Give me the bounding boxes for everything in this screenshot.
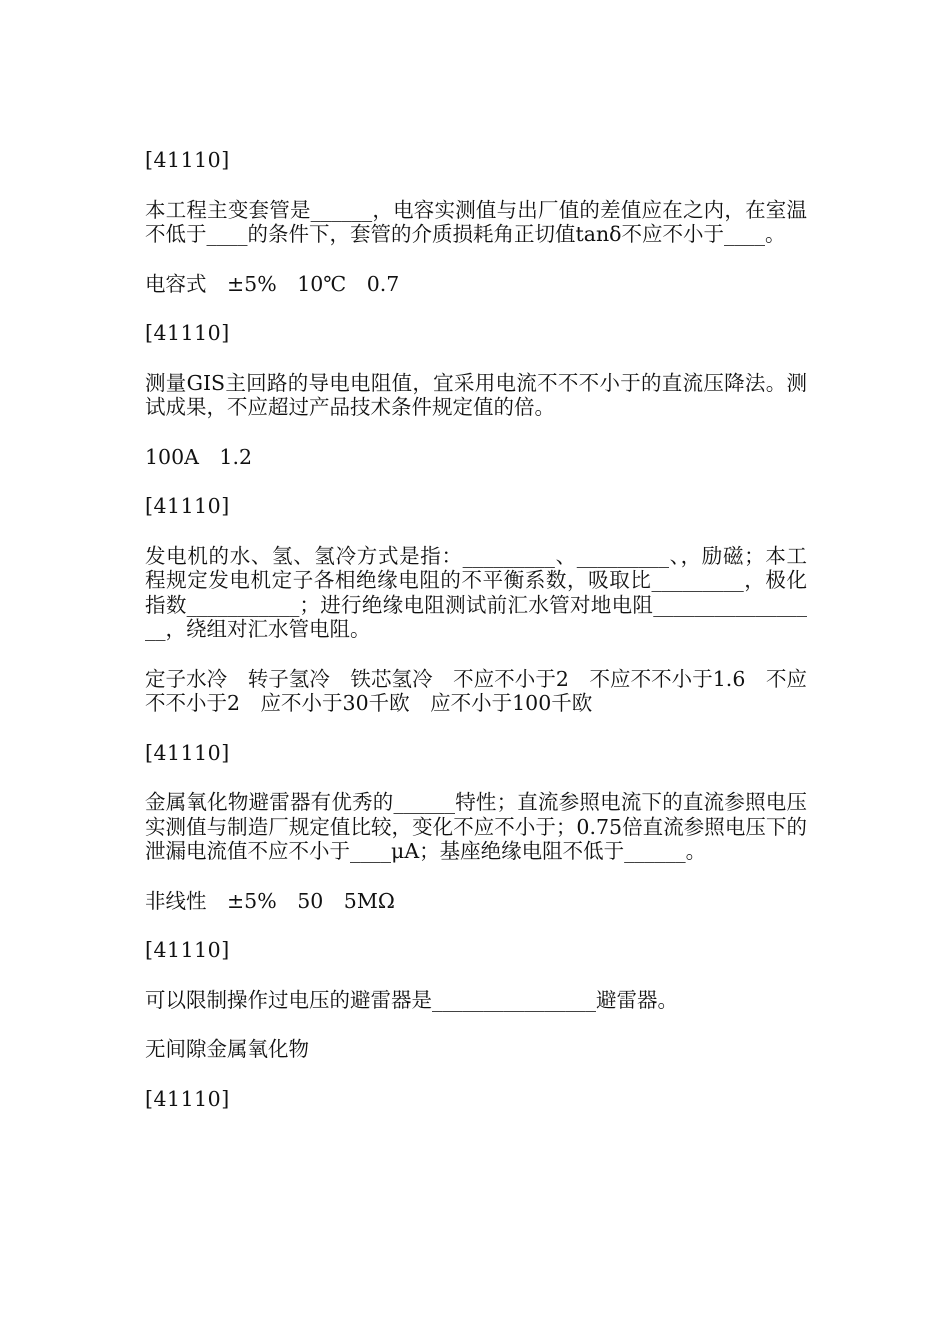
question-text: 可以限制操作过电压的避雷器是________________避雷器。 bbox=[145, 987, 678, 1012]
question-code: [41110] bbox=[145, 740, 230, 765]
question-text: 本工程主变套管是______，电容实测值与出厂值的差值应在之内，在室温不低于____的条件下，套管的介质损耗角正切值tanδ不应不小于____。 bbox=[145, 197, 807, 246]
answer-text: 无间隙金属氧化物 bbox=[145, 1037, 309, 1061]
question-code: [41110] bbox=[145, 494, 230, 518]
question-code: [41110] bbox=[145, 321, 230, 345]
question-code: [41110] bbox=[145, 148, 230, 172]
question-text: 发电机的水、氢、氢冷方式是指：_________、_________、，励磁；本工程规定发电机定子各相绝缘电阻的不平衡系数，吸取比_________，极化指数___________；进行绝缘电阻测试前汇水管对地电阻_________________，绕组对汇水管电阻。 bbox=[145, 543, 807, 641]
answer-text: 定子水冷 转子氢冷 铁芯氢冷 不应不小于2 不应不不小于1.6 不应不不小于2 应不小于30千欧 应不小于100千欧 bbox=[145, 666, 807, 715]
answer-text: 100A 1.2 bbox=[145, 444, 253, 469]
answer-text: 非线性 ±5% 50 5MΩ bbox=[145, 888, 395, 913]
question-text: 金属氧化物避雷器有优秀的______特性；直流参照电流下的直流参照电压实测值与制造厂规定值比较，变化不应不小于；0.75倍直流参照电压下的泄漏电流值不应不小于____μA；基座绝缘电阻不低于______。 bbox=[145, 790, 807, 863]
question-code: [41110] bbox=[145, 1086, 230, 1111]
question-code: [41110] bbox=[145, 938, 230, 962]
answer-text: 电容式 ±5% 10℃ 0.7 bbox=[145, 271, 400, 296]
question-text: 测量GIS主回路的导电电阻值，宜采用电流不不不小于的直流压降法。测试成果，不应超过产品技术条件规定值的倍。 bbox=[145, 370, 807, 419]
document-body bbox=[145, 148, 807, 1136]
